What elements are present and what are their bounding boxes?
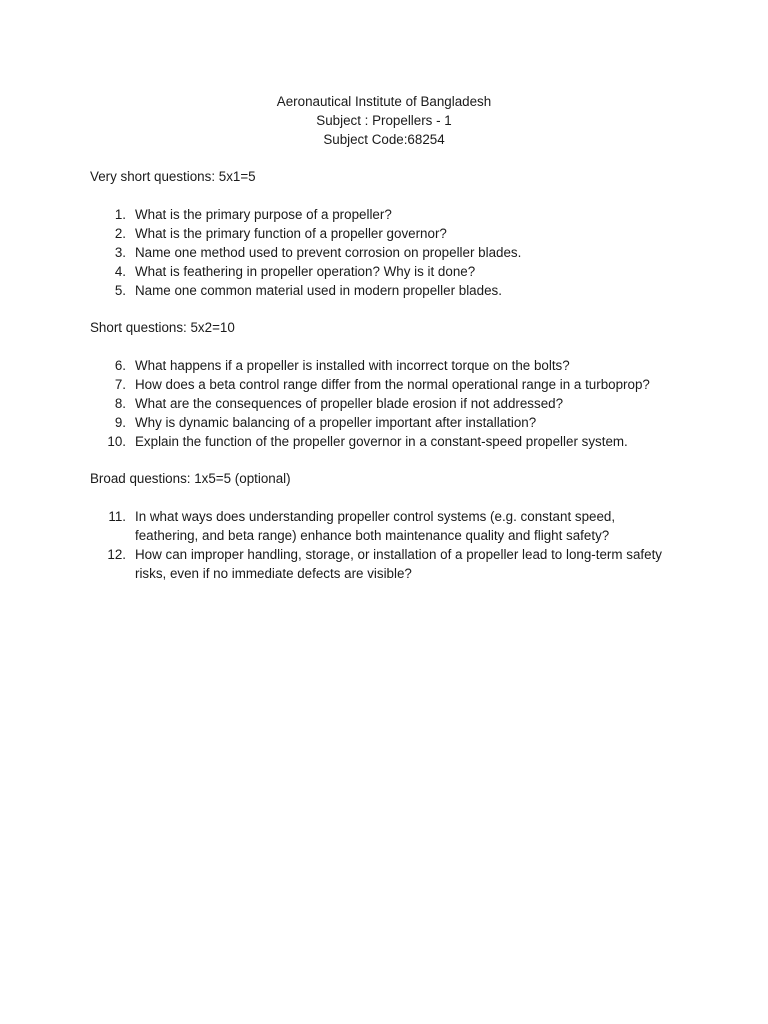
question-text: Name one method used to prevent corrosion on propeller blades.: [135, 245, 522, 260]
question-text: What is the primary function of a propeller governor?: [135, 226, 447, 241]
section-title-broad: Broad questions: 1x5=5 (optional): [90, 471, 291, 486]
question-number: 3.: [114, 245, 126, 260]
question-item: [90, 243, 730, 262]
question-number: 1.: [114, 207, 126, 222]
question-number: 4.: [114, 264, 126, 279]
section-title-very-short: Very short questions: 5x1=5: [90, 169, 256, 184]
question-number: 8.: [114, 396, 126, 411]
question-item: [90, 356, 730, 375]
question-text: Name one common material used in modern propeller blades.: [135, 283, 502, 298]
question-number: 7.: [114, 377, 126, 392]
question-number: 10.: [107, 434, 126, 449]
question-number: 12.: [107, 547, 126, 562]
question-list-very-short: [90, 205, 730, 300]
institute-name: Aeronautical Institute of Bangladesh: [276, 94, 492, 109]
question-item: [90, 394, 730, 413]
question-item: [90, 507, 675, 545]
question-item: [90, 224, 730, 243]
question-text: What are the consequences of propeller blade erosion if not addressed?: [135, 396, 564, 411]
question-number: 6.: [114, 358, 126, 373]
question-text: How can improper handling, storage, or installation of a propeller lead to long-term safety risks, even if no immediate defects are visible?: [135, 547, 662, 581]
question-number: 11.: [108, 509, 126, 524]
question-number: 5.: [114, 283, 126, 298]
question-list-broad: [90, 507, 730, 583]
question-text: How does a beta control range differ from the normal operational range in a turboprop?: [135, 377, 650, 392]
question-number: 2.: [114, 226, 126, 241]
question-item: [90, 375, 730, 394]
question-item: [90, 413, 730, 432]
question-item: [90, 545, 675, 583]
question-text: What is the primary purpose of a propeller?: [135, 207, 392, 222]
question-text: What is feathering in propeller operation? Why is it done?: [135, 264, 476, 279]
subject-code: Subject Code:68254: [323, 132, 445, 147]
question-text: What happens if a propeller is installed with incorrect torque on the bolts?: [135, 358, 570, 373]
subject-name: Subject : Propellers - 1: [316, 113, 452, 128]
question-item: [90, 432, 730, 451]
question-item: [90, 262, 730, 281]
question-text: Why is dynamic balancing of a propeller important after installation?: [135, 415, 537, 430]
question-number: 9.: [114, 415, 126, 430]
section-title-short: Short questions: 5x2=10: [90, 320, 235, 335]
question-text: In what ways does understanding propeller control systems (e.g. constant speed, feathering, and beta range) enhance both maintenance quality and flight safety?: [135, 509, 616, 543]
question-item: [90, 281, 730, 300]
document-header: [0, 92, 768, 149]
question-text: Explain the function of the propeller governor in a constant-speed propeller system.: [135, 434, 628, 449]
question-list-short: [90, 356, 730, 451]
question-item: [90, 205, 730, 224]
